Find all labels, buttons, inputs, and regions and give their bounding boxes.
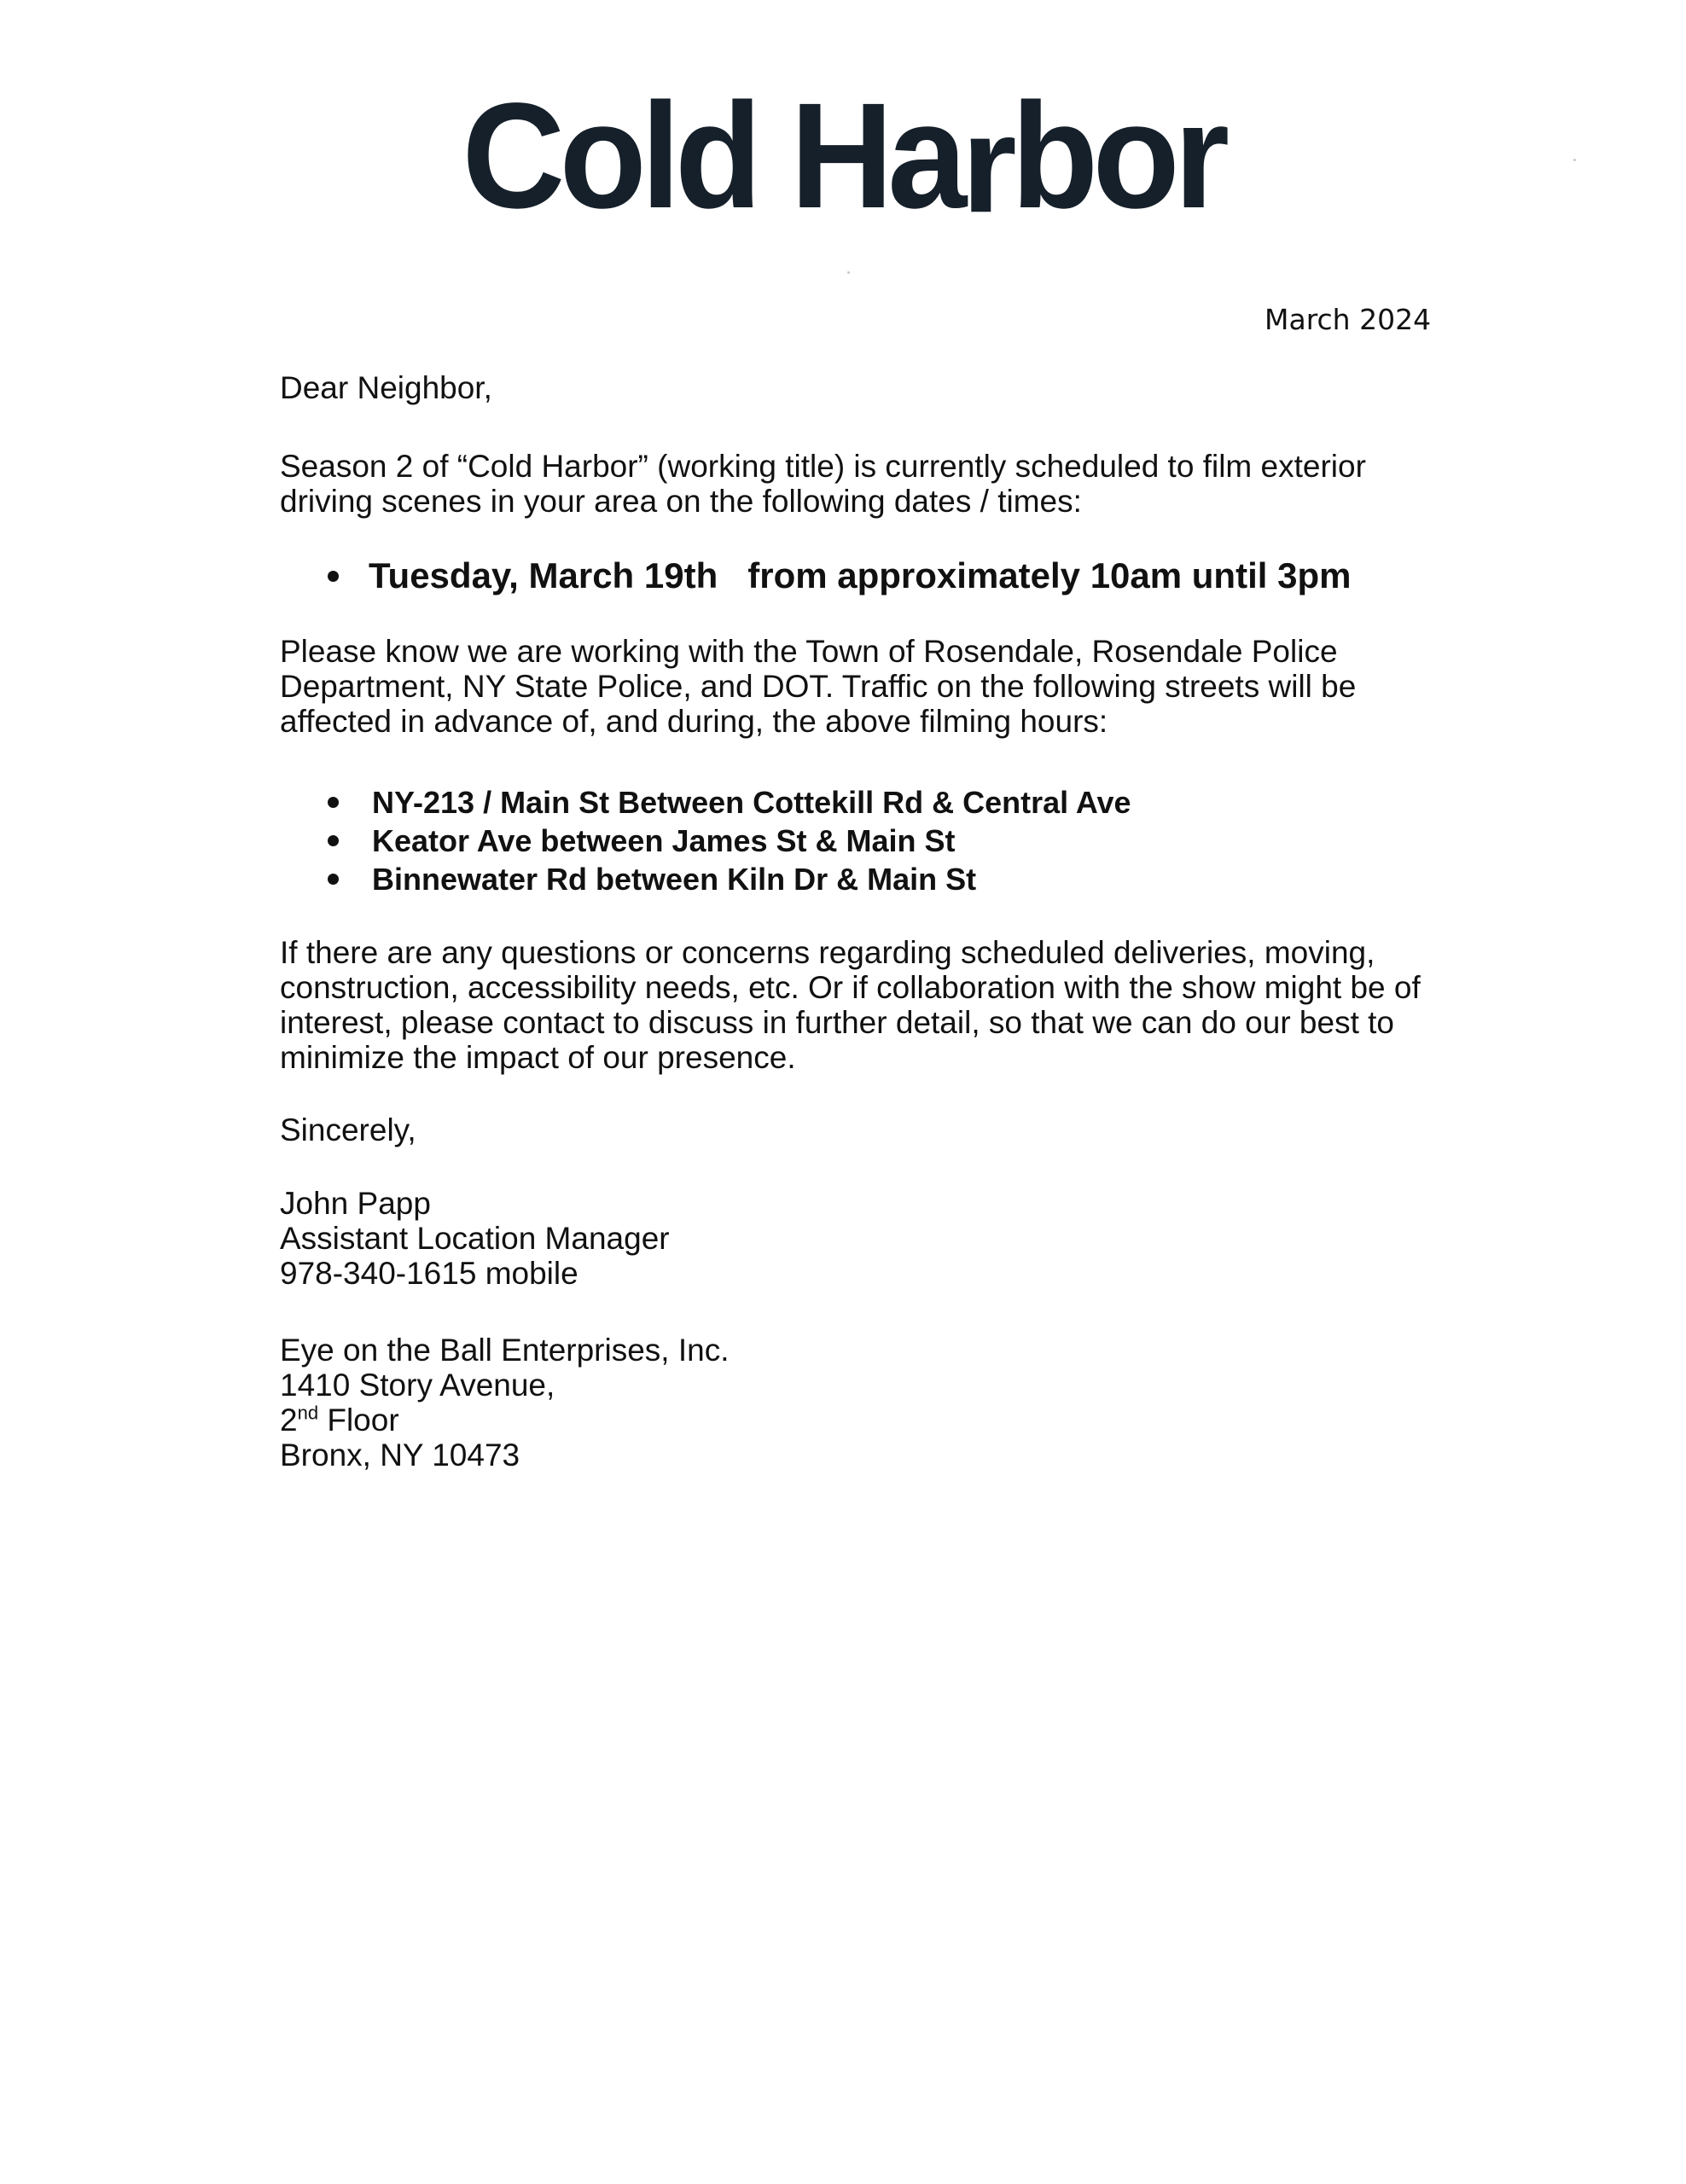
signer-phone: 978-340-1615 mobile bbox=[280, 1256, 578, 1291]
floor-label: Floor bbox=[318, 1403, 399, 1438]
signature-block bbox=[280, 1186, 670, 1291]
company-address-block bbox=[280, 1333, 730, 1472]
affected-streets-list bbox=[324, 783, 1131, 898]
company-name: Eye on the Ball Enterprises, Inc. bbox=[280, 1333, 730, 1368]
signer-title: Assistant Location Manager bbox=[280, 1221, 670, 1256]
filming-schedule-item bbox=[324, 555, 1351, 597]
logo-text-part2: bor bbox=[1011, 73, 1224, 240]
signer-name: John Papp bbox=[280, 1186, 431, 1221]
street-text: Binnewater Rd between Kiln Dr & Main St bbox=[372, 862, 977, 897]
traffic-notice-paragraph: Please know we are working with the Town of Rosendale, Rosendale Police Department, NY State Police, and DOT. Traffic on the following streets will be affected in advance of, and during, the above filming hours: bbox=[280, 634, 1357, 739]
questions-paragraph: If there are any questions or concerns regarding scheduled deliveries, moving, construction, accessibility needs, etc. Or if collaboration with the show might be of interest, please contact to discuss in further detail, so that we can do our best to minimize the impact of our presence. bbox=[280, 935, 1421, 1075]
cold-harbor-logo bbox=[42, 73, 1643, 242]
company-city: Bronx, NY 10473 bbox=[280, 1438, 520, 1472]
street-item bbox=[324, 783, 1131, 822]
closing: Sincerely, bbox=[280, 1112, 416, 1147]
schedule-time: from approximately 10am until 3pm bbox=[747, 555, 1352, 595]
company-floor bbox=[280, 1403, 730, 1438]
street-text: NY-213 / Main St Between Cottekill Rd & Central Ave bbox=[372, 785, 1131, 820]
logo-text-part1: Cold Ha bbox=[462, 73, 962, 240]
bullet-icon bbox=[328, 797, 339, 808]
filming-schedule-list bbox=[324, 555, 1351, 597]
street-item bbox=[324, 822, 1131, 860]
street-item bbox=[324, 860, 1131, 898]
schedule-day: Tuesday, March 19th bbox=[369, 555, 718, 595]
bullet-icon bbox=[328, 874, 339, 885]
floor-number: 2 bbox=[280, 1403, 298, 1438]
salutation: Dear Neighbor, bbox=[280, 370, 492, 405]
street-text: Keator Ave between James St & Main St bbox=[372, 823, 956, 858]
floor-suffix: nd bbox=[297, 1402, 319, 1424]
company-street: 1410 Story Avenue, bbox=[280, 1368, 555, 1403]
intro-paragraph: Season 2 of “Cold Harbor” (working title) is currently scheduled to film exterior driving scenes in your area on the following dates / times: bbox=[280, 449, 1366, 519]
logo-r-glyph: r bbox=[961, 87, 1012, 242]
scan-speck bbox=[1573, 159, 1576, 161]
letter-date: March 2024 bbox=[1264, 303, 1432, 336]
bullet-icon bbox=[328, 835, 339, 846]
scan-speck bbox=[847, 271, 850, 274]
bullet-icon bbox=[328, 571, 339, 582]
